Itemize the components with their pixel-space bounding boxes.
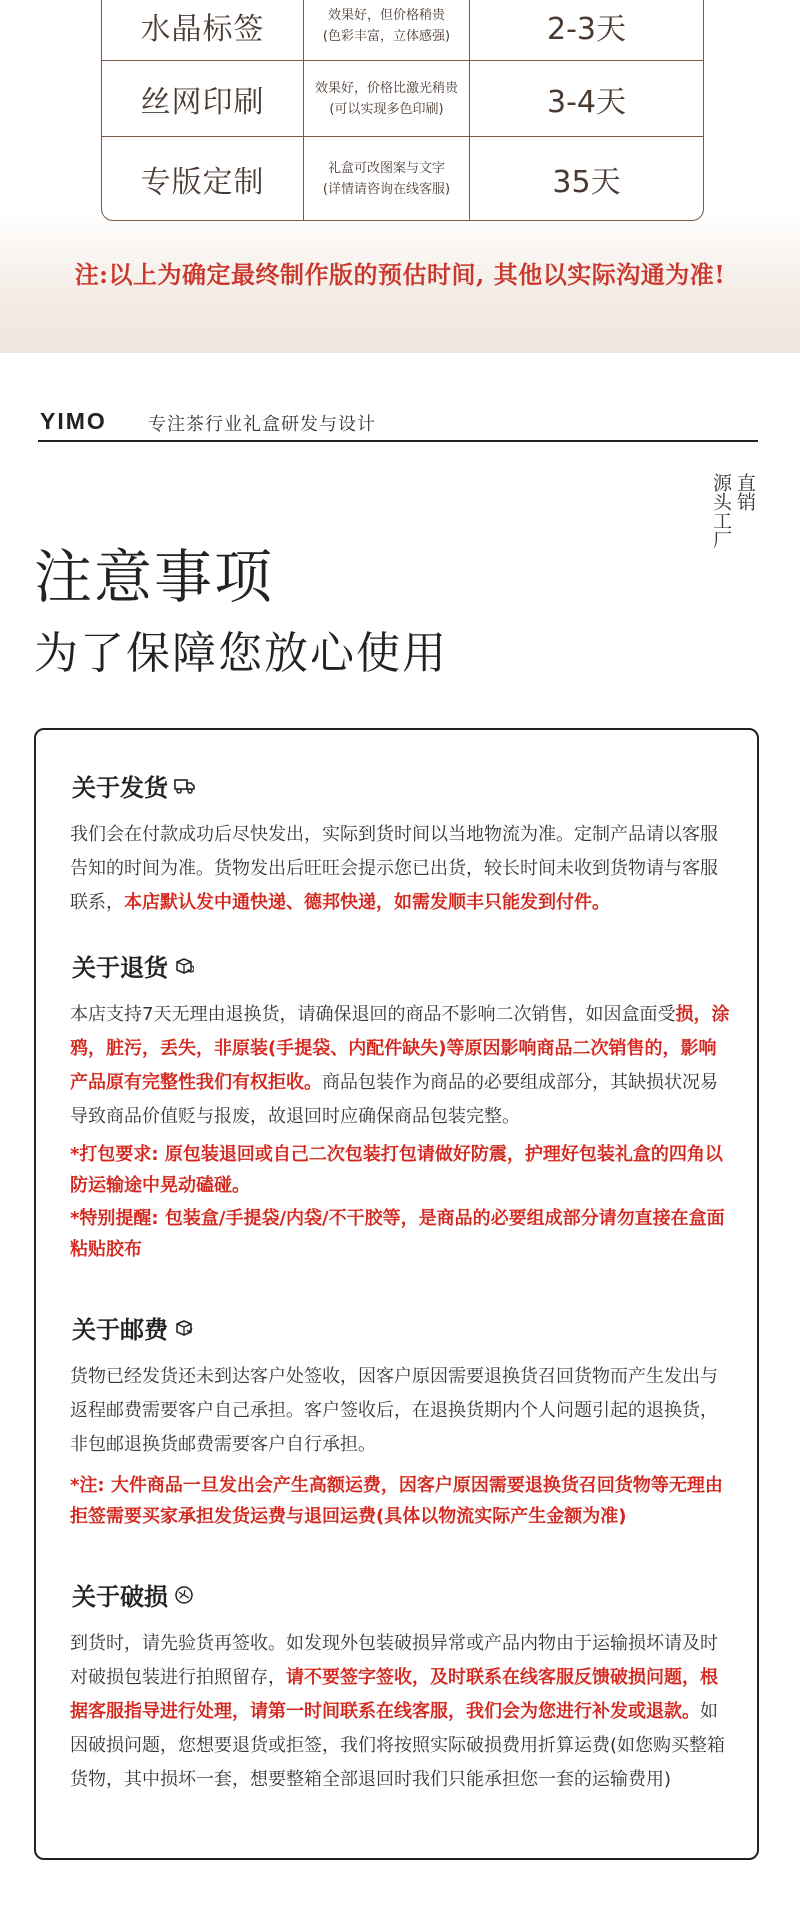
page-subtitle: 为了保障您放心使用 xyxy=(34,628,448,679)
shipping-text-main: 我们会在付款成功后尽快发出，实际到货时间以当地物流为准。定制产品请以客服告知的时间为准。货物发出后旺旺会提示您已出货，较长时间未收到货物请与客服联系， xyxy=(70,824,718,913)
process-name: 丝网印刷 xyxy=(102,61,304,137)
process-name: 水晶标签 xyxy=(102,0,304,60)
process-description xyxy=(304,61,470,137)
process-time: 35天 xyxy=(552,165,621,200)
brand-tagline: 专注茶行业礼盒研发与设计 xyxy=(148,414,376,435)
broken-icon xyxy=(174,1585,194,1605)
process-time: 3-4天 xyxy=(547,85,626,120)
notice-box xyxy=(34,728,759,1860)
table-row xyxy=(102,60,703,137)
shipping-text-highlight: 本店默认发中通快递、德邦快递，如需发顺丰只能发到付件。 xyxy=(124,892,610,913)
return-box-icon xyxy=(174,957,194,975)
postage-text: 货物已经发货还未到达客户处签收，因客户原因需要退换货召回货物而产生发出与返程邮费需要客户自己承担。客户签收后，在退换货期内个人问题引起的退换货，非包邮退换货邮费需要客户自行承担。 xyxy=(70,1366,718,1455)
section-title-damage xyxy=(72,1577,194,1612)
process-time: 2-3天 xyxy=(547,12,626,47)
description-line: (色彩丰富，立体感强) xyxy=(322,29,451,44)
section-title-text: 关于邮费 xyxy=(72,1315,168,1344)
special-reminder-note: *特别提醒: 包装盒/手提袋/内袋/不干胶等，是商品的必要组成部分请勿直接在盒面粘贴胶布 xyxy=(70,1208,725,1260)
vertical-label-direct: 直销 xyxy=(734,473,756,511)
page-title: 注意事项 xyxy=(34,543,275,611)
table-row xyxy=(102,0,703,60)
damage-text xyxy=(70,1627,730,1797)
brand-logo: YIMO xyxy=(40,408,107,434)
description-line: 效果好，价格比激光稍贵 xyxy=(314,81,458,96)
section-title-text: 关于发货 xyxy=(72,773,168,802)
description-line: (可以实现多色印刷) xyxy=(329,102,444,117)
postage-box-icon xyxy=(174,1319,194,1337)
section-title-returns xyxy=(72,948,194,983)
description-line: 礼盒可改图案与文字 xyxy=(327,161,445,176)
description-line: 效果好，但价格稍贵 xyxy=(327,8,445,23)
damage-text-main: 到货时，请先验货再签收。如发现外包装破损异常或产品内物由于运输损坏请及时对破损包装进行拍照留存， xyxy=(70,1633,718,1688)
returns-text-tail: 商品包装作为商品的必要组成部分，其缺损状况易导致商品价值贬与报废，故退回时应确保商品包装完整。 xyxy=(70,1072,718,1127)
truck-icon xyxy=(174,778,196,794)
section-title-postage xyxy=(72,1310,194,1345)
description-line: (详情请咨询在线客服) xyxy=(322,182,451,197)
shipping-text xyxy=(70,818,730,920)
brand-header xyxy=(38,404,758,442)
large-item-note: *注: 大件商品一旦发出会产生高额运费，因客户原因需要退换货召回货物等无理由拒签需要买家承担发货运费与退回运费(具体以物流实际产生金额为准) xyxy=(70,1475,723,1527)
section-title-shipping xyxy=(72,768,196,803)
production-time-table xyxy=(101,0,704,221)
estimate-note: 注:以上为确定最终制作版的预估时间, 其他以实际沟通为准! xyxy=(74,260,726,289)
section-title-text: 关于退货 xyxy=(72,953,168,982)
vertical-label-factory: 源头工厂 xyxy=(710,473,732,549)
returns-text xyxy=(70,998,730,1134)
returns-text-highlight: 损，涂鸦，脏污，丢失，非原装(手提袋、内配件缺失)等原因影响商品二次销售的，影响产品原有完整性我们有权拒收。 xyxy=(70,1004,730,1093)
returns-text-main: 本店支持7天无理由退换货，请确保退回的商品不影响二次销售，如因盒面受 xyxy=(70,1004,676,1025)
production-time-section xyxy=(0,0,800,353)
damage-text-tail: 如因破损问题，您想要退货或拒签，我们将按照实际破损费用折算运费(如您购买整箱货物，其中损坏一套，想要整箱全部退回时我们只能承担您一套的运输费用) xyxy=(70,1701,726,1790)
packing-requirement-note: *打包要求: 原包装退回或自己二次包装打包请做好防震，护理好包装礼盒的四角以防运输途中晃动磕碰。 xyxy=(70,1144,723,1196)
section-title-text: 关于破损 xyxy=(72,1582,168,1611)
damage-text-highlight: 请不要签字签收，及时联系在线客服反馈破损问题，根据客服指导进行处理，请第一时间联系在线客服，我们会为您进行补发或退款。 xyxy=(70,1667,718,1722)
table-row xyxy=(102,136,703,221)
process-name: 专版定制 xyxy=(102,137,304,221)
process-description xyxy=(304,0,470,60)
process-description xyxy=(304,137,470,221)
